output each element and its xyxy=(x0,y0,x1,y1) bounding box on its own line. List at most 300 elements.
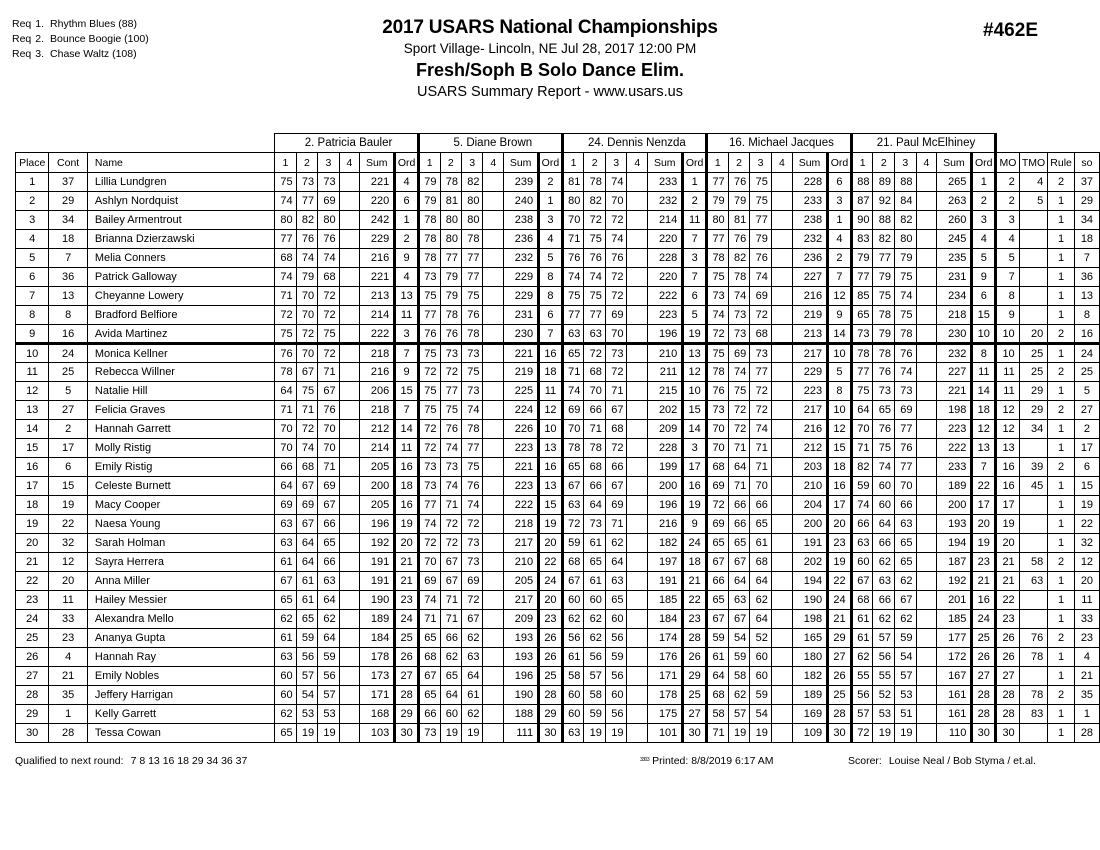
cell-sum: 233 xyxy=(792,192,827,211)
cell-ord: 25 xyxy=(539,667,563,686)
cell-ord: 8 xyxy=(828,382,852,401)
cell-tmo xyxy=(1019,515,1048,534)
cell-score: 72 xyxy=(605,363,627,382)
cell-rule: 1 xyxy=(1048,610,1075,629)
cell-score: 63 xyxy=(275,515,296,534)
cell-score: 59 xyxy=(318,648,339,667)
cell-sum: 229 xyxy=(504,287,539,306)
cell-place: 24 xyxy=(16,610,49,629)
cell-cont: 35 xyxy=(49,686,88,705)
table-row[interactable] xyxy=(16,268,1100,287)
cell-score: 60 xyxy=(873,477,895,496)
cell-sum: 210 xyxy=(504,553,539,572)
cell-ord: 20 xyxy=(972,515,996,534)
cell-score xyxy=(483,705,504,724)
header-score-2: 2 xyxy=(584,153,606,173)
cell-score: 79 xyxy=(418,173,440,192)
cell-tmo: 83 xyxy=(1019,705,1048,724)
cell-score: 63 xyxy=(895,515,917,534)
cell-score xyxy=(916,230,937,249)
cell-ord: 30 xyxy=(395,724,419,743)
requirement-line xyxy=(12,17,149,32)
table-row[interactable] xyxy=(16,553,1100,572)
cell-ord: 14 xyxy=(395,420,419,439)
cell-sum: 218 xyxy=(937,306,972,325)
cell-so: 12 xyxy=(1074,553,1099,572)
cell-rule: 1 xyxy=(1048,249,1075,268)
cell-score xyxy=(916,325,937,344)
cell-score: 67 xyxy=(728,553,750,572)
cell-score: 73 xyxy=(461,553,482,572)
cell-score xyxy=(771,287,792,306)
cell-sum: 161 xyxy=(937,686,972,705)
cell-sum: 232 xyxy=(792,230,827,249)
cell-score: 66 xyxy=(318,515,339,534)
requirement-label: Req xyxy=(12,33,32,45)
table-row[interactable] xyxy=(16,439,1100,458)
cell-score: 73 xyxy=(418,458,440,477)
cell-score: 61 xyxy=(851,610,873,629)
header-score-4: 4 xyxy=(483,153,504,173)
cell-place: 8 xyxy=(16,306,49,325)
cell-cont: 13 xyxy=(49,287,88,306)
cell-score xyxy=(916,382,937,401)
cell-score xyxy=(771,439,792,458)
header-ord: Ord xyxy=(539,153,563,173)
cell-sum: 199 xyxy=(648,458,683,477)
cell-score xyxy=(771,705,792,724)
cell-sum: 227 xyxy=(792,268,827,287)
cell-sum: 202 xyxy=(648,401,683,420)
cell-so: 17 xyxy=(1074,439,1099,458)
cell-score xyxy=(627,306,648,325)
header-tmo: TMO xyxy=(1019,153,1048,173)
table-row[interactable] xyxy=(16,458,1100,477)
cell-score: 75 xyxy=(418,401,440,420)
cell-sum: 206 xyxy=(360,382,395,401)
cell-score: 64 xyxy=(605,553,627,572)
cell-sum: 200 xyxy=(792,515,827,534)
cell-ord: 15 xyxy=(972,306,996,325)
cell-ord: 20 xyxy=(395,534,419,553)
cell-score: 63 xyxy=(584,325,606,344)
cell-score: 62 xyxy=(895,572,917,591)
cell-ord: 25 xyxy=(683,686,707,705)
header-cont: Cont xyxy=(49,153,88,173)
cell-score: 65 xyxy=(296,610,317,629)
table-row[interactable] xyxy=(16,173,1100,192)
cell-score: 58 xyxy=(728,667,750,686)
header-score-3: 3 xyxy=(318,153,339,173)
header-name: Name xyxy=(87,153,274,173)
cell-score: 59 xyxy=(584,705,606,724)
cell-score xyxy=(339,344,360,363)
cell-ord: 28 xyxy=(395,686,419,705)
cell-score: 69 xyxy=(728,344,750,363)
cell-score xyxy=(771,458,792,477)
cell-tmo xyxy=(1019,439,1048,458)
cell-sum: 233 xyxy=(648,173,683,192)
table-row[interactable] xyxy=(16,572,1100,591)
cell-ord: 17 xyxy=(683,458,707,477)
cell-sum: 227 xyxy=(937,363,972,382)
cell-ord: 30 xyxy=(539,724,563,743)
cell-ord: 23 xyxy=(683,610,707,629)
table-row[interactable] xyxy=(16,306,1100,325)
cell-name: Sarah Holman xyxy=(87,534,274,553)
cell-cont: 28 xyxy=(49,724,88,743)
cell-score: 68 xyxy=(851,591,873,610)
cell-name: Avida Martinez xyxy=(87,325,274,344)
cell-score: 70 xyxy=(605,325,627,344)
cell-score: 73 xyxy=(418,268,440,287)
table-row[interactable] xyxy=(16,382,1100,401)
header-score-1: 1 xyxy=(418,153,440,173)
cell-score: 62 xyxy=(275,705,296,724)
cell-score: 68 xyxy=(750,553,772,572)
cell-score xyxy=(627,724,648,743)
cell-score: 19 xyxy=(296,724,317,743)
cell-ord: 5 xyxy=(972,249,996,268)
cell-score: 57 xyxy=(318,686,339,705)
cell-score: 62 xyxy=(461,629,482,648)
cell-name: Monica Kellner xyxy=(87,344,274,363)
cell-score: 73 xyxy=(728,306,750,325)
cell-score: 59 xyxy=(851,477,873,496)
cell-score xyxy=(771,306,792,325)
cell-sum: 200 xyxy=(937,496,972,515)
cell-score: 59 xyxy=(562,534,584,553)
cell-score: 65 xyxy=(605,591,627,610)
cell-score: 76 xyxy=(895,439,917,458)
table-row[interactable] xyxy=(16,610,1100,629)
cell-score: 65 xyxy=(584,553,606,572)
cell-score: 65 xyxy=(318,534,339,553)
cell-score: 19 xyxy=(461,724,482,743)
cell-sum: 161 xyxy=(937,705,972,724)
cell-sum: 215 xyxy=(648,382,683,401)
cell-sum: 236 xyxy=(792,249,827,268)
table-row[interactable] xyxy=(16,515,1100,534)
cell-ord: 11 xyxy=(539,382,563,401)
cell-sum: 176 xyxy=(648,648,683,667)
cell-score: 82 xyxy=(296,211,317,230)
cell-score xyxy=(627,477,648,496)
table-row[interactable] xyxy=(16,477,1100,496)
cell-score: 63 xyxy=(562,496,584,515)
cell-score: 78 xyxy=(895,325,917,344)
cell-sum: 196 xyxy=(648,325,683,344)
cell-cont: 34 xyxy=(49,211,88,230)
cell-score: 66 xyxy=(318,553,339,572)
cell-sum: 204 xyxy=(792,496,827,515)
cell-sum: 196 xyxy=(504,667,539,686)
cell-ord: 7 xyxy=(395,344,419,363)
table-row[interactable] xyxy=(16,496,1100,515)
cell-score xyxy=(339,610,360,629)
judge-group-header-row xyxy=(16,134,1100,153)
cell-ord: 15 xyxy=(683,401,707,420)
cell-cont: 27 xyxy=(49,401,88,420)
cell-score: 64 xyxy=(728,458,750,477)
cell-score: 60 xyxy=(440,705,461,724)
cell-score: 60 xyxy=(562,591,584,610)
cell-ord: 4 xyxy=(395,268,419,287)
cell-score: 67 xyxy=(318,382,339,401)
cell-sum: 222 xyxy=(648,287,683,306)
cell-score: 82 xyxy=(895,211,917,230)
table-row[interactable] xyxy=(16,667,1100,686)
cell-sum: 238 xyxy=(504,211,539,230)
cell-score: 75 xyxy=(418,382,440,401)
cell-ord: 18 xyxy=(683,553,707,572)
cell-sum: 205 xyxy=(504,572,539,591)
cell-score xyxy=(916,420,937,439)
qualified-line xyxy=(15,755,247,767)
cell-cont: 16 xyxy=(49,325,88,344)
cell-score: 78 xyxy=(418,211,440,230)
header-rule: Rule xyxy=(1048,153,1075,173)
cell-place: 30 xyxy=(16,724,49,743)
cell-score: 61 xyxy=(707,648,729,667)
table-row[interactable] xyxy=(16,724,1100,743)
cell-score xyxy=(483,420,504,439)
cell-score: 63 xyxy=(275,648,296,667)
cell-so: 1 xyxy=(1074,705,1099,724)
cell-mo: 30 xyxy=(996,724,1020,743)
cell-ord: 23 xyxy=(539,610,563,629)
cell-score: 85 xyxy=(851,287,873,306)
cell-ord: 25 xyxy=(972,629,996,648)
table-row[interactable] xyxy=(16,230,1100,249)
cell-score: 64 xyxy=(440,686,461,705)
table-row[interactable] xyxy=(16,591,1100,610)
cell-sum: 221 xyxy=(360,173,395,192)
cell-score: 70 xyxy=(418,553,440,572)
table-row[interactable] xyxy=(16,325,1100,344)
cell-sum: 214 xyxy=(360,439,395,458)
cell-sum: 216 xyxy=(360,249,395,268)
cell-score: 80 xyxy=(318,211,339,230)
cell-score: 77 xyxy=(851,268,873,287)
cell-mo: 27 xyxy=(996,667,1020,686)
cell-score: 78 xyxy=(440,173,461,192)
cell-score: 72 xyxy=(275,306,296,325)
cell-tmo: 25 xyxy=(1019,344,1048,363)
cell-so: 6 xyxy=(1074,458,1099,477)
cell-score: 66 xyxy=(707,572,729,591)
cell-score: 64 xyxy=(296,553,317,572)
cell-score: 70 xyxy=(296,287,317,306)
cell-score: 77 xyxy=(707,230,729,249)
cell-score: 92 xyxy=(873,192,895,211)
cell-score: 67 xyxy=(318,496,339,515)
cell-score: 75 xyxy=(461,287,482,306)
cell-cont: 11 xyxy=(49,591,88,610)
cell-score xyxy=(483,534,504,553)
cell-ord: 11 xyxy=(972,363,996,382)
table-row[interactable] xyxy=(16,420,1100,439)
table-row[interactable] xyxy=(16,648,1100,667)
cell-name: Alexandra Mello xyxy=(87,610,274,629)
cell-score: 77 xyxy=(461,268,482,287)
table-row[interactable] xyxy=(16,344,1100,363)
cell-score: 72 xyxy=(318,344,339,363)
cell-mo: 7 xyxy=(996,268,1020,287)
cell-cont: 23 xyxy=(49,629,88,648)
cell-score: 73 xyxy=(851,325,873,344)
table-row[interactable] xyxy=(16,401,1100,420)
cell-score: 72 xyxy=(318,287,339,306)
cell-ord: 5 xyxy=(683,306,707,325)
cell-place: 2 xyxy=(16,192,49,211)
cell-ord: 24 xyxy=(683,534,707,553)
cell-score: 66 xyxy=(418,705,440,724)
cell-ord: 4 xyxy=(539,230,563,249)
cell-so: 4 xyxy=(1074,648,1099,667)
cell-mo: 12 xyxy=(996,401,1020,420)
cell-sum: 171 xyxy=(648,667,683,686)
cell-so: 34 xyxy=(1074,211,1099,230)
cell-score: 79 xyxy=(873,268,895,287)
cell-score: 75 xyxy=(895,306,917,325)
cell-sum: 223 xyxy=(504,439,539,458)
cell-score: 68 xyxy=(584,458,606,477)
cell-tmo xyxy=(1019,610,1048,629)
cell-rule: 1 xyxy=(1048,572,1075,591)
cell-score xyxy=(627,230,648,249)
cell-score xyxy=(916,287,937,306)
cell-score: 68 xyxy=(318,268,339,287)
cell-tmo: 4 xyxy=(1019,173,1048,192)
cell-score xyxy=(627,287,648,306)
cell-score: 72 xyxy=(584,344,606,363)
cell-score: 57 xyxy=(584,667,606,686)
cell-score: 69 xyxy=(318,477,339,496)
cell-score: 52 xyxy=(750,629,772,648)
requirement-number: 1. xyxy=(35,18,45,30)
cell-ord: 10 xyxy=(972,325,996,344)
cell-score: 60 xyxy=(750,648,772,667)
cell-ord: 6 xyxy=(828,173,852,192)
cell-score xyxy=(627,211,648,230)
cell-score xyxy=(627,192,648,211)
cell-score xyxy=(771,496,792,515)
cell-score: 63 xyxy=(275,534,296,553)
cell-tmo xyxy=(1019,249,1048,268)
cell-score: 78 xyxy=(440,306,461,325)
cell-score: 78 xyxy=(707,363,729,382)
cell-score: 64 xyxy=(728,572,750,591)
cell-ord: 7 xyxy=(395,401,419,420)
table-row[interactable] xyxy=(16,363,1100,382)
table-row[interactable] xyxy=(16,629,1100,648)
cell-tmo xyxy=(1019,534,1048,553)
table-row[interactable] xyxy=(16,534,1100,553)
cell-score: 80 xyxy=(707,211,729,230)
judge-header-spacer xyxy=(16,134,275,153)
cell-score: 59 xyxy=(728,648,750,667)
cell-score: 60 xyxy=(851,553,873,572)
cell-score: 19 xyxy=(440,724,461,743)
cell-score: 72 xyxy=(318,306,339,325)
cell-score: 65 xyxy=(275,591,296,610)
cell-score: 56 xyxy=(584,648,606,667)
cell-tmo xyxy=(1019,591,1048,610)
cell-name: Tessa Cowan xyxy=(87,724,274,743)
table-row[interactable] xyxy=(16,705,1100,724)
cell-ord: 26 xyxy=(539,648,563,667)
cell-score: 75 xyxy=(895,268,917,287)
cell-score: 77 xyxy=(750,211,772,230)
cell-sum: 210 xyxy=(792,477,827,496)
cell-score: 74 xyxy=(895,363,917,382)
cell-sum: 218 xyxy=(360,344,395,363)
cell-ord: 8 xyxy=(539,268,563,287)
cell-rule: 1 xyxy=(1048,496,1075,515)
cell-ord: 7 xyxy=(828,268,852,287)
cell-sum: 174 xyxy=(648,629,683,648)
table-row[interactable] xyxy=(16,686,1100,705)
cell-score: 72 xyxy=(605,211,627,230)
cell-score xyxy=(627,249,648,268)
cell-score xyxy=(627,439,648,458)
cell-score: 67 xyxy=(605,401,627,420)
cell-sum: 230 xyxy=(504,325,539,344)
cell-score: 77 xyxy=(873,249,895,268)
cell-score xyxy=(771,477,792,496)
table-row[interactable] xyxy=(16,287,1100,306)
cell-cont: 7 xyxy=(49,249,88,268)
cell-score xyxy=(916,591,937,610)
cell-score: 71 xyxy=(440,496,461,515)
cell-score: 56 xyxy=(318,667,339,686)
cell-score: 74 xyxy=(584,268,606,287)
cell-score: 65 xyxy=(440,667,461,686)
cell-score xyxy=(483,287,504,306)
cell-ord: 16 xyxy=(395,458,419,477)
header-score-3: 3 xyxy=(895,153,917,173)
cell-ord: 11 xyxy=(683,211,707,230)
cell-score xyxy=(483,363,504,382)
cell-score: 53 xyxy=(318,705,339,724)
cell-score: 69 xyxy=(318,192,339,211)
header-ord: Ord xyxy=(395,153,419,173)
table-row[interactable] xyxy=(16,192,1100,211)
cell-sum: 192 xyxy=(937,572,972,591)
cell-score xyxy=(916,173,937,192)
cell-rule: 1 xyxy=(1048,534,1075,553)
table-row[interactable] xyxy=(16,211,1100,230)
cell-score xyxy=(339,382,360,401)
cell-tmo: 5 xyxy=(1019,192,1048,211)
cell-so: 35 xyxy=(1074,686,1099,705)
cell-so: 7 xyxy=(1074,249,1099,268)
cell-ord: 23 xyxy=(395,591,419,610)
cell-score: 70 xyxy=(318,420,339,439)
printed-label: Printed: xyxy=(652,755,689,767)
header-score-2: 2 xyxy=(873,153,895,173)
cell-ord: 4 xyxy=(972,230,996,249)
cell-mo: 2 xyxy=(996,192,1020,211)
cell-ord: 10 xyxy=(683,382,707,401)
table-row[interactable] xyxy=(16,249,1100,268)
cell-sum: 191 xyxy=(648,572,683,591)
cell-score xyxy=(483,591,504,610)
cell-score: 63 xyxy=(318,572,339,591)
cell-score: 70 xyxy=(562,211,584,230)
cell-tmo xyxy=(1019,496,1048,515)
